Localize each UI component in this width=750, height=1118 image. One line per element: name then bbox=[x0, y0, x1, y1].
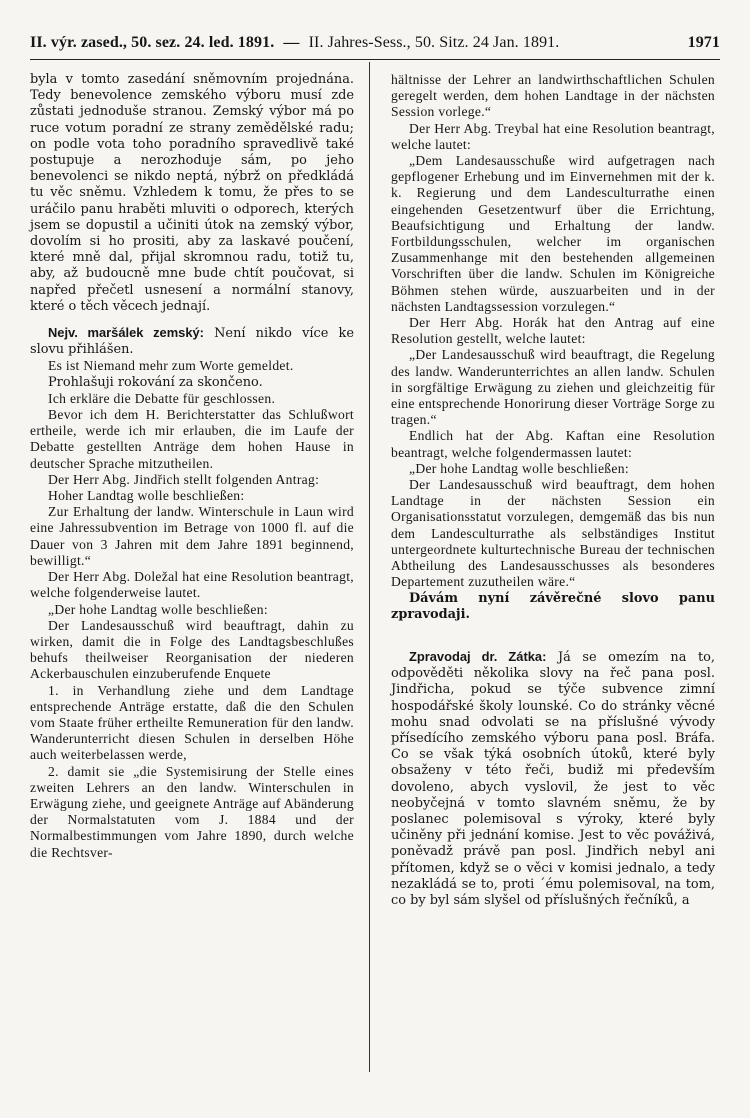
paragraph: hältnisse der Lehrer an landwirthschaftlichen Schulen geregelt werden, dem hohen Landtage in der nächsten Session vorlege.“ bbox=[391, 72, 715, 120]
speaker-text: Není nikdo více ke slovu přihlášen. bbox=[30, 326, 354, 358]
paragraph: „Der hohe Landtag wolle beschließen: bbox=[409, 460, 629, 476]
paragraph: Es ist Niemand mehr zum Worte gemeldet. bbox=[48, 358, 294, 374]
paragraph: Ich erkläre die Debatte für geschlossen. bbox=[48, 390, 276, 406]
speaker-name: Zpravodaj dr. Zátka: bbox=[409, 648, 547, 664]
column-divider bbox=[369, 62, 370, 1072]
speaker-name: Nejv. maršálek zemský: bbox=[48, 325, 204, 341]
paragraph: Der Herr Abg. Doležal hat eine Resolution beantragt, welche folgenderweise lautet. bbox=[30, 569, 354, 601]
page-header bbox=[30, 34, 720, 52]
paragraph: „Der Landesausschuß wird beauftragt, die Regelung des landw. Wanderunterrichtes an allen landw. Schulen in sorgfältige Erwägung zu ziehen und gleichzeitig für eine entsprechende Honorirung dieser Vorträge Sorge zu tragen.“ bbox=[391, 347, 715, 428]
header-rule bbox=[30, 59, 720, 60]
paragraph: 2. damit sie „die Systemisirung der Stelle eines zweiten Lehrers an den landw. Winterschulen in Erwägung ziehe, und geeignete Anträge auf Abänderung der Normalstatuten vom J. 1884 und der Normalbestimmungen vom Jahre 1890, durch welche die Rechtsver- bbox=[30, 763, 354, 860]
paragraph: Zur Erhaltung der landw. Winterschule in Laun wird eine Jahressubvention im Betrage von 1000 fl. auf die Dauer von 3 Jahren mit dem Jahre 1891 beginnend, bewilligt.“ bbox=[30, 504, 354, 568]
paragraph: byla v tomto zasedání sněmovním projednána. Tedy benevolence zemského výboru musí zde zůstati jednoduše stranou. Zemský výbor má po ruce votum poradní ze strany zemědělské radu; on podle vota toho poradního spravedlivě také postupuje a nerozhoduje sám, po jeho benevolenci se nikdo neptá, nýbrž on předkládá tu věc sněmu. Vzhledem k tomu, že přes to se uráčilo panu hraběti mluviti o odporech, kterých jsem se dopustil a učiniti útok na zemský výbor, dovolím si ho prositi, aby za laskavé poučení, které mně dal, přijal skromnou radu, totiž tu, aby, až budoucně mne bude chtít poučovat, si napřed přečetl usnesení a normální stanovy, které o těch věcech jednají. bbox=[30, 72, 354, 314]
left-column bbox=[30, 72, 354, 861]
header-german: II. Jahres-Sess., 50. Sitz. 24 Jan. 1891. bbox=[308, 34, 560, 51]
paragraph: Prohlašuji rokování za skončeno. bbox=[48, 374, 263, 390]
speaker-text: Já se omezím na to, odpověděti několika slovy na řeč pana posl. Jindřicha, pokud se týče subvence zimní hospodářské školy lounské. Co do stránky věcné mohu snad odvolati se na příslušné vývody přísedícího zemského výboru pana posl. Bráfa. Co se však týká osobních útoků, které byly obsaženy v této řeči, budiž mi především dovoleno, abych vyslovil, že jest to věc neobyčejná v tomto slavném sněmu, že by poslanec polemisoval s výroky, které byly učiněny při jednání komise. Jest to věc pováživá, poněvadž právě pan posl. Jindřich nebyl ani přítomen, když se o věci v komisi jednalo, a tedy nezakládá se to, proti ´ému polemisoval, na tom, co by byl sám slyšel od příslušných řečníků, a bbox=[391, 649, 715, 908]
paragraph: Hoher Landtag wolle beschließen: bbox=[48, 488, 245, 504]
right-column bbox=[391, 72, 715, 909]
header-czech: II. výr. zased., 50. sez. 24. led. 1891. bbox=[30, 34, 275, 51]
paragraph: Dávám nyní závěrečné slovo panu zpravodaji. bbox=[391, 590, 715, 622]
paragraph: Der Herr Abg. Horák hat den Antrag auf eine Resolution gestellt, welche lautet: bbox=[391, 315, 715, 347]
speaker-paragraph bbox=[30, 325, 354, 358]
page-number: 1971 bbox=[687, 34, 720, 51]
header-dash: — bbox=[283, 34, 300, 51]
paragraph: Der Herr Abg. Treybal hat eine Resolution beantragt, welche lautet: bbox=[391, 120, 715, 152]
speaker-paragraph bbox=[391, 649, 715, 909]
paragraph: „Der hohe Landtag wolle beschließen: bbox=[48, 601, 268, 617]
paragraph: 1. in Verhandlung ziehe und dem Landtage entsprechende Anträge erstatte, daß die den Schulen vom Staate früher ertheilte Remuneration für den landw. Wanderunterricht diesen Schulen in derselben Höhe auch weiterbelassen werde, bbox=[30, 682, 354, 763]
paragraph: Der Landesausschuß wird beauftragt, dahin zu wirken, damit die in Folge des Landtagsbeschlußes behufs theilweiser Reorganisation der niederen Ackerbauschulen einzuberufende Enquete bbox=[30, 617, 354, 682]
paragraph: Der Landesausschuß wird beauftragt, dem hohen Landtage in der nächsten Session ein Organisationsstatut vorzulegen, demgemäß das bis nun dem Landesculturrathe als selbständiges Institut untergeordnete kulturtechnische Bureau der technischen Abtheilung des Landesausschusses als besonderes Departement zuzutheilen wäre.“ bbox=[391, 477, 715, 590]
paragraph: Der Herr Abg. Jindřich stellt folgenden Antrag: bbox=[48, 471, 320, 487]
paragraph: „Dem Landesausschuße wird aufgetragen nach gepflogener Erhebung und im Einvernehmen mit der k. k. Regierung und dem Landesculturrathe einen eingehenden Gesetzentwurf über die Errichtung, Beaufsichtigung und Erhaltung der landw. Fortbildungsschulen, welcher im organischen Zusammenhange mit den bestehenden allgemeinen Vorschriften über die landw. Schulen im Königreiche Böhmen stehen würde, auszuarbeiten und in der nächsten Landtagssession vorzulegen.“ bbox=[391, 153, 715, 314]
paragraph: Bevor ich dem H. Berichterstatter das Schlußwort ertheile, werde ich mir erlauben, die im Laufe der Debatte gestellten Anträge dem hohen Hause in deutscher Sprache mitzutheilen. bbox=[30, 407, 354, 471]
paragraph: Endlich hat der Abg. Kaftan eine Resolution beantragt, welche folgendermassen lautet: bbox=[391, 428, 715, 460]
